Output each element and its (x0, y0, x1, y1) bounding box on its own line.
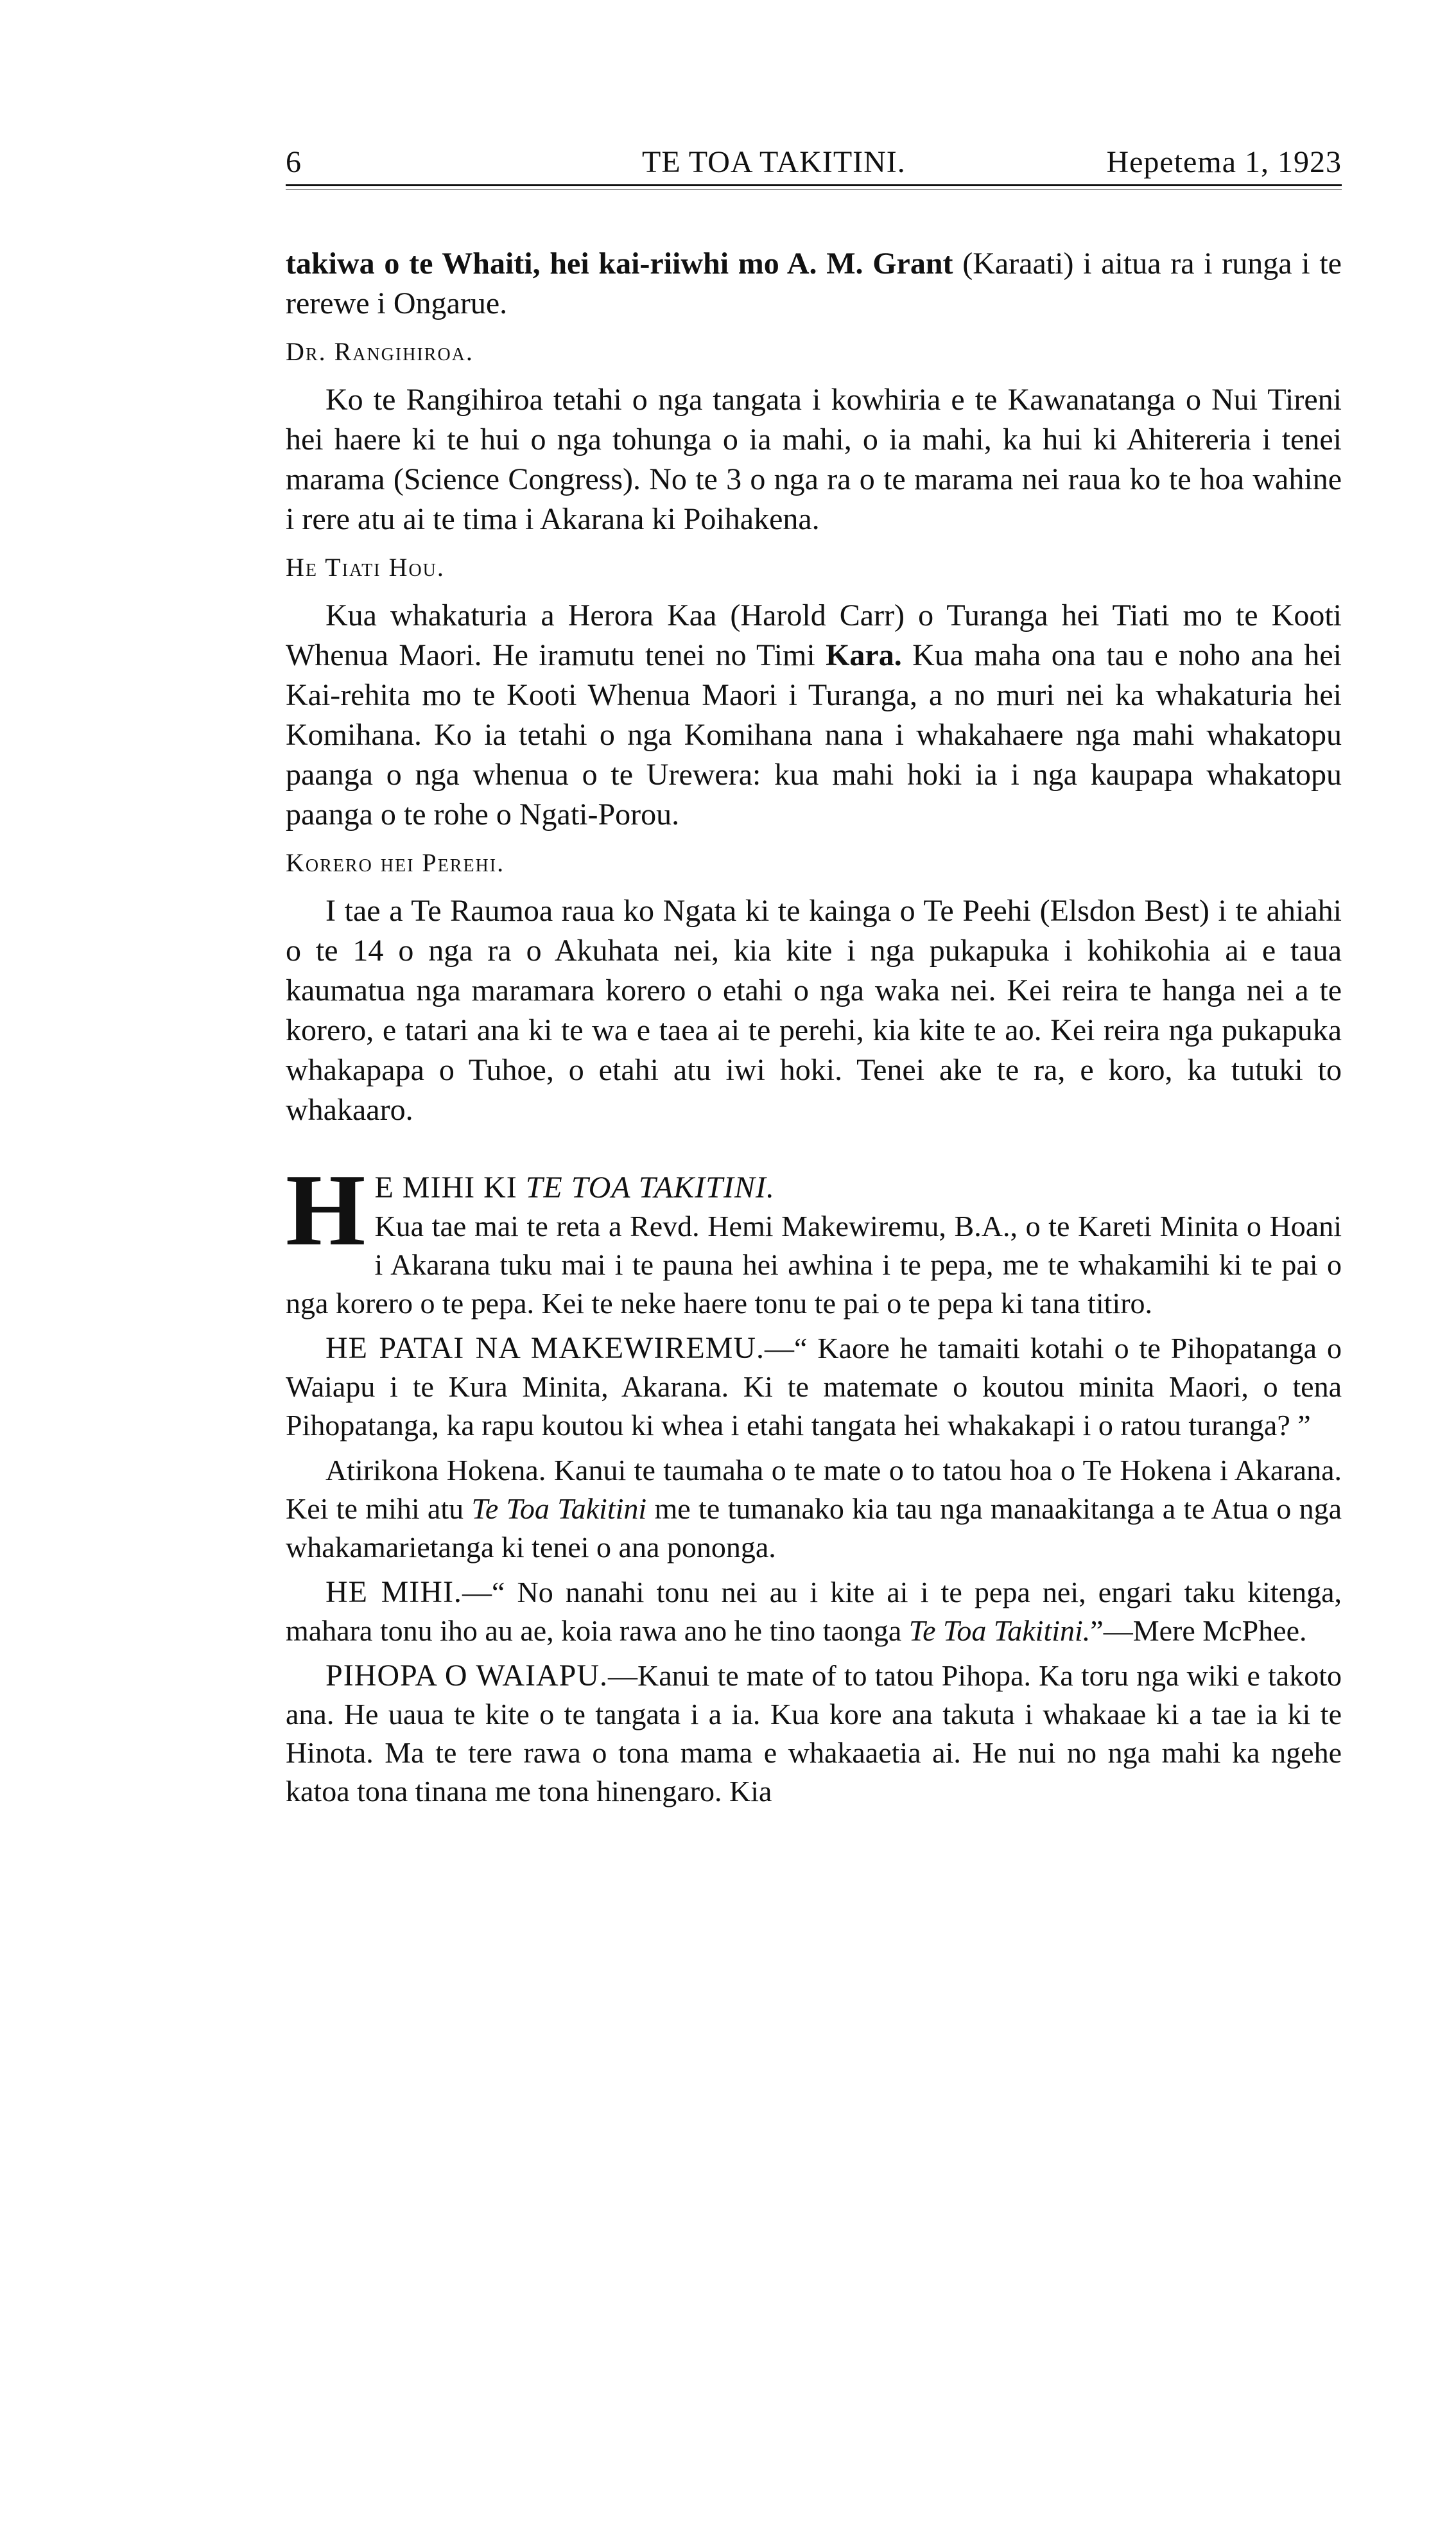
section-gap (286, 1130, 1342, 1156)
lead-patai: HE PATAI NA MAKEWIREMU. (325, 1331, 765, 1365)
paragraph-text: Kua maha ona tau e noho ana hei Kai-rehita mo te Kooti Whenua Maori i Turanga, a no muri nei ka whakaturia hei Komihana. Ko ia tetahi o nga Komihana nana i whakahaere nga mahi whakatopu paanga o nga whenua o te Urewera: kua mahi hoki ia i nga kaupapa whakatopu paanga o te rohe o Ngati-Porou. (286, 638, 1342, 832)
paper-title: TE TOA TAKITINI. (642, 145, 906, 179)
lead-pihopa: PIHOPA O WAIAPU. (325, 1659, 608, 1693)
page (286, 138, 1342, 1811)
paragraph-atirikona (286, 1451, 1342, 1567)
letters-section (286, 1153, 1342, 1811)
bold-lead: takiwa o te Whaiti, hei kai-riiwhi mo A. M. Grant (286, 247, 953, 281)
mihi-block (286, 1153, 1342, 1323)
heading-mihi-italic: TE TOA TAKITINI. (525, 1171, 775, 1205)
issue-date: Hepetema 1, 1923 (1106, 145, 1342, 179)
paragraph-text: —Kanui te mate of to tatou Pihopa. Ka toru nga wiki e takoto ana. He uaua te kite o te tangata i a ia. Kua kore ana takuta i whakaae ki a tae ia ki te Hinota. Ma te tere rawa o tona mama e whakaaetia ai. He nui no nga mahi ka ngehe katoa tona tinana me tona hinengaro. Kia (286, 1659, 1342, 1808)
heading-mihi (286, 1169, 1342, 1207)
article-content (286, 244, 1342, 1811)
paragraph-text: me te tumanako kia tau nga manaakitanga a te Atua o nga whakamarietanga ki tenei o ana pononga. (286, 1492, 1342, 1564)
heading-mihi-text: E MIHI KI (374, 1171, 526, 1205)
paragraph-text: ”—Mere McPhee. (1090, 1614, 1307, 1647)
paragraph-text: —“ No nanahi tonu nei au i kite ai i te pepa nei, engari taku kitenga, mahara tonu iho au ae, koia rawa ano he tino taonga (286, 1576, 1342, 1647)
heading-tiati-hou: He Tiati Hou. (286, 553, 445, 582)
heading-rangihiroa: Dr. Rangihiroa. (286, 337, 474, 366)
paragraph-patai (286, 1329, 1342, 1445)
page-number: 6 (286, 145, 301, 179)
paragraph-tiati-hou (286, 596, 1342, 835)
paragraph-rangihiroa: Ko te Rangihiroa tetahi o nga tangata i kowhiria e te Kawanatanga o Nui Tireni hei haere ki te hui o nga tohunga o ia mahi, o ia mahi, ka hui ki Ahitereria i tenei marama (Science Congress). No te 3 o nga ra o te marama nei raua ko te hoa wahine i rere atu ai te tima i Akarana ki Poihakena. (286, 383, 1342, 536)
paragraph-text: Atirikona Hokena. Kanui te taumaha o te mate o to tatou hoa o Te Hokena i Akarana. Kei te mihi atu (286, 1454, 1342, 1525)
paragraph-text: (Karaati) i aitua ra i runga i te rerewe i Ongarue. (286, 247, 1342, 320)
paragraph-text: —“ Kaore he tamaiti kotahi o te Pihopatanga o Waiapu i te Kura Minita, Akarana. Ki te matemate o koutou minita Maori, o tena Pihopatanga, ka rapu koutou ki whea i etahi tangata hei whakakapi i o ratou turanga? ” (286, 1332, 1342, 1442)
paragraph-mihi: Kua tae mai te reta a Revd. Hemi Makewiremu, B.A., o te Kareti Minita o Hoani i Akarana tuku mai i te pauna hei awhina i te pepa, me te whakamihi ki te pai o nga korero o te pepa. Kei te neke haere tonu te pai o te pepa ki tana titiro. (286, 1210, 1342, 1320)
paragraph-he-mihi (286, 1573, 1342, 1650)
paragraph-pihopa (286, 1657, 1342, 1811)
paragraph-continuation (286, 244, 1342, 324)
paragraph-text: Kua whakaturia a Herora Kaa (Harold Carr) o Turanga hei Tiati mo te Kooti Whenua Maori. He iramutu tenei no Timi (286, 598, 1342, 672)
header-rule-thin (286, 189, 1342, 190)
running-head (286, 138, 1342, 186)
drop-cap: H (286, 1153, 366, 1267)
heading-korero-hei-perehi: Korero hei Perehi. (286, 848, 505, 877)
lead-he-mihi: HE MIHI. (325, 1575, 462, 1609)
header-rule (286, 184, 1342, 186)
bold-name: Kara. (826, 638, 902, 672)
italic-title: Te Toa Takitini (471, 1492, 647, 1525)
paragraph-korero-hei-perehi: I tae a Te Raumoa raua ko Ngata ki te kainga o Te Peehi (Elsdon Best) i te ahiahi o te 14 o nga ra o Akuhata nei, kia kite i nga pukapuka i kohikohia ai e taua kaumatua nga maramara korero o etahi o nga waka nei. Kei reira te hanga nei a te korero, e tatari ana ki te wa e taea ai te perehi, kia kite te ao. Kei reira nga pukapuka whakapapa o Tuhoe, o etahi atu iwi hoki. Tenei ake te ra, e koro, ka tutuki to whakaaro. (286, 894, 1342, 1127)
italic-title: Te Toa Takitini. (908, 1614, 1091, 1647)
